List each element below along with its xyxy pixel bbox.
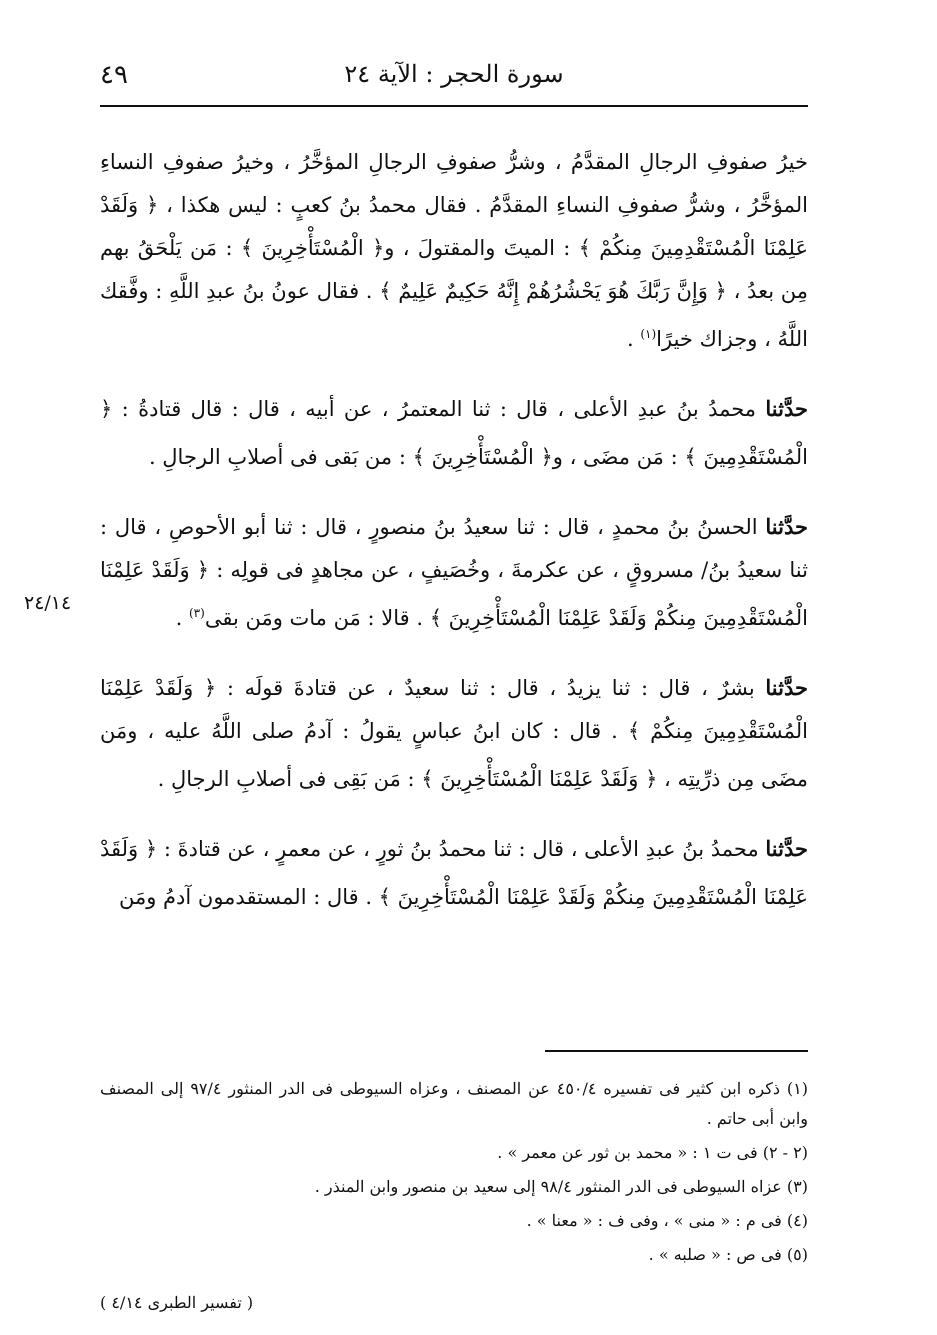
paragraph [100, 387, 808, 479]
margin-reference: ٢٤/١٤ [24, 592, 72, 614]
footnote: (٣) عزاه السيوطى فى الدر المنثور ٩٨/٤ إلى سعيد بن منصور وابن المنذر . [314, 1177, 808, 1196]
page-number: ٤٩ [100, 60, 128, 90]
running-header [100, 52, 808, 98]
header-divider [100, 105, 808, 107]
footnote-mark: (١) [640, 327, 657, 341]
footnote: (١) ذكره ابن كثير فى تفسيره ٤٥٠/٤ عن المصنف ، وعزاه السيوطى فى الدر المنثور ٩٧/٤ إلى المصنف وابن أبى حاتم . [100, 1079, 808, 1128]
footnote: (٤) فى م : « منى » ، وفى ف : « معنا » . [526, 1211, 808, 1230]
main-text [100, 140, 808, 945]
footnotes [100, 1074, 808, 1274]
paragraph-lead: حدَّثنا [765, 675, 808, 700]
footnote-mark: (٣) [188, 606, 205, 620]
paragraph-tail: . [175, 606, 189, 630]
paragraph-text: خيرُ صفوفِ الرجالِ المقدَّمُ ، وشرُّ صفوفِ الرجالِ المؤخَّرُ ، وخيرُ صفوفِ النساءِ المؤخَّرُ ، وشرُّ صفوفِ النساءِ المقدَّمُ . فقال محمدُ بنُ كعبٍ : ليس هكذا ، ﴿ وَلَقَدْ عَلِمْنَا الْمُسْتَقْدِمِينَ مِنكُمْ ﴾ : الميتَ والمقتولَ ، و﴿ الْمُسْتَأْخِرِينَ ﴾ : مَن يَلْحَقُ بهم مِن بعدُ ، ﴿ وَإِنَّ رَبَّكَ هُوَ يَحْشُرُهُمْ إِنَّهُ حَكِيمٌ عَلِيمٌ ﴾ . فقال عونُ بنُ عبدِ اللَّهِ : وفَّقك اللَّهُ ، وجزاك خيرًا [100, 150, 808, 351]
paragraph [100, 140, 808, 361]
footnote: (٢ - ٢) فى ت ١ : « محمد بن ثور عن معمر » . [497, 1143, 808, 1162]
paragraph [100, 505, 808, 640]
page-footer: ( تفسير الطبرى ٤/١٤ ) [100, 1293, 254, 1312]
paragraph-text: محمدُ بنُ عبدِ الأعلى ، قال : ثنا محمدُ بنُ ثورٍ ، عن معمرٍ ، عن قتادةَ : ﴿ وَلَقَدْ عَلِمْنَا الْمُسْتَقْدِمِينَ مِنكُمْ وَلَقَدْ عَلِمْنَا الْمُسْتَأْخِرِينَ ﴾ . قال : المستقدمون آدمُ ومَن [100, 837, 808, 909]
paragraph-text: بشرٌ ، قال : ثنا يزيدُ ، قال : ثنا سعيدٌ ، عن قتادةَ قولَه : ﴿ وَلَقَدْ عَلِمْنَا الْمُسْتَقْدِمِينَ مِنكُمْ ﴾ . قال : كان ابنُ عباسٍ يقولُ : آدمُ صلى اللَّهُ عليه ، ومَن مضَى مِن ذرِّيتِه ، ﴿ وَلَقَدْ عَلِمْنَا الْمُسْتَأْخِرِينَ ﴾ : مَن بَقِى فى أصلابِ الرجالِ . [100, 676, 808, 791]
footnote-divider [545, 1050, 808, 1052]
paragraph-lead: حدَّثنا [765, 514, 808, 539]
paragraph-tail: . [626, 327, 641, 351]
paragraph-lead: حدَّثنا [765, 836, 808, 861]
surah-title: سورة الحجر : الآية ٢٤ [344, 60, 564, 88]
footnote: (٥) فى ص : « صلبه » . [648, 1245, 808, 1264]
paragraph-text: الحسنُ بنُ محمدٍ ، قال : ثنا سعيدُ بنُ منصورٍ ، قال : ثنا أبو الأحوصِ ، قال : ثنا سعيدُ بنُ/ مسروقٍ ، عن عكرمةَ ، وخُصَيفٍ ، عن مجاهدٍ فى قولِه : ﴿ وَلَقَدْ عَلِمْنَا الْمُسْتَقْدِمِينَ مِنكُمْ وَلَقَدْ عَلِمْنَا الْمُسْتَأْخِرِينَ ﴾ . قالا : مَن مات ومَن بقى [100, 515, 808, 630]
paragraph [100, 666, 808, 801]
paragraph-lead: حدَّثنا [765, 396, 808, 421]
paragraph-text: محمدُ بنُ عبدِ الأعلى ، قال : ثنا المعتمرُ ، عن أبيه ، قال : قال قتادةُ : ﴿ الْمُسْتَقْدِمِينَ ﴾ : مَن مضَى ، و﴿ الْمُسْتَأْخِرِينَ ﴾ : من بَقى فى أصلابِ الرجالِ . [100, 397, 808, 469]
paragraph [100, 827, 808, 919]
